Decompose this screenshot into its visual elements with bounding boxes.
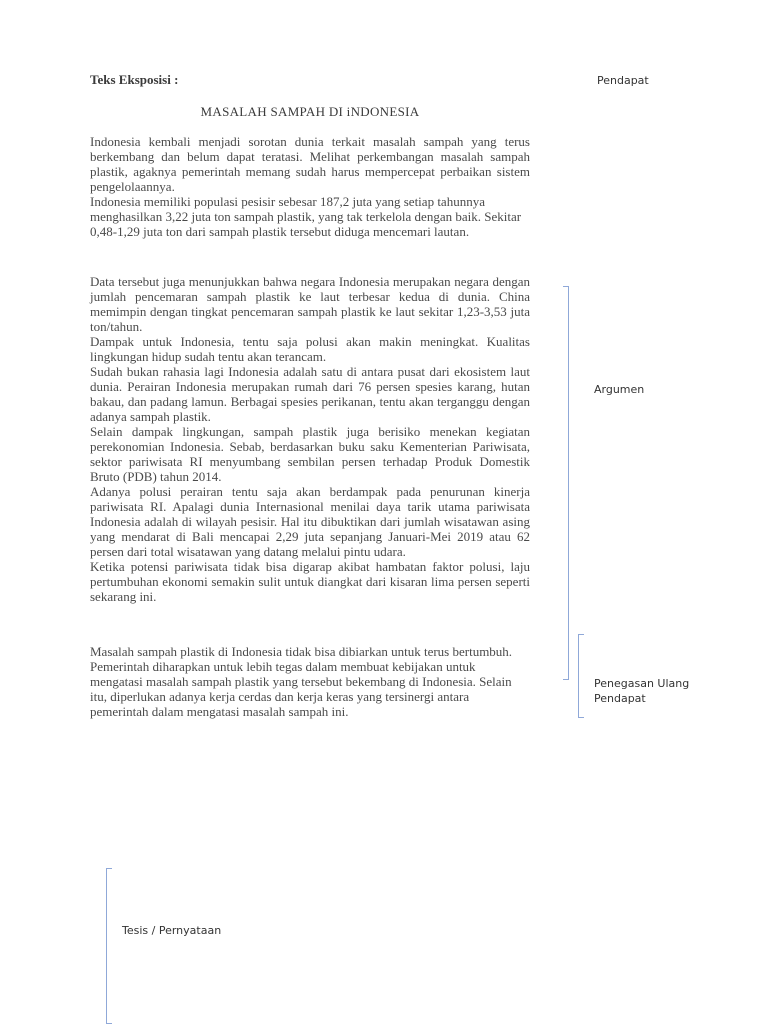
paragraph: Data tersebut juga menunjukkan bahwa negara Indonesia merupakan negara dengan jumlah pencemaran sampah plastik ke laut terbesar kedua di dunia. China memimpin dengan tingkat pencemaran sampah plastik ke laut sekitar 1,23-3,53 juta ton/tahun. — [90, 274, 530, 334]
bracket-argumen — [568, 286, 569, 680]
intro-section — [90, 134, 530, 239]
document-heading: Teks Eksposisi : — [90, 72, 179, 87]
document-title: MASALAH SAMPAH DI iNDONESIA — [200, 104, 420, 119]
paragraph: Sudah bukan rahasia lagi Indonesia adalah satu di antara pusat dari ekosistem laut dunia. Perairan Indonesia merupakan rumah dari 76 persen spesies karang, hutan bakau, dan padang lamun. Berbagai spesies perikanan, tentu akan terganggu dengan adanya sampah plastik. — [90, 364, 530, 424]
paragraph: Selain dampak lingkungan, sampah plastik juga berisiko menekan kegiatan perekonomian Indonesia. Sebab, berdasarkan buku saku Kementerian Pariwisata, sektor pariwisata RI menyumbang sembilan persen terhadap Produk Domestik Bruto (PDB) tahun 2014. — [90, 424, 530, 484]
label-penegasan-line1: Penegasan Ulang — [594, 677, 690, 690]
label-argumen: Argumen — [594, 383, 645, 396]
label-penegasan-ulang — [594, 676, 689, 706]
conclusion-section — [90, 644, 530, 719]
label-pendapat: Pendapat — [597, 74, 649, 87]
label-penegasan-line2: Pendapat — [594, 692, 646, 705]
paragraph: Indonesia memiliki populasi pesisir sebesar 187,2 juta yang setiap tahunnya menghasilkan 3,22 juta ton sampah plastik, yang tak terkelola dengan baik. Sekitar 0,48-1,29 juta ton dari sampah plastik tersebut diduga mencemari lautan. — [90, 194, 522, 239]
paragraph: Masalah sampah plastik di Indonesia tidak bisa dibiarkan untuk terus bertumbuh. Pemerintah diharapkan untuk lebih tegas dalam membuat kebijakan untuk mengatasi masalah sampah plastik yang tersebut bekembang di Indonesia. Selain itu, diperlukan adanya kerja cerdas dan kerja keras yang tersinergi antara pemerintah dalam mengatasi masalah sampah ini. — [90, 644, 513, 719]
argument-section — [90, 274, 530, 604]
paragraph: Dampak untuk Indonesia, tentu saja polusi akan makin meningkat. Kualitas lingkungan hidup sudah tentu akan terancam. — [90, 334, 530, 364]
paragraph: Indonesia kembali menjadi sorotan dunia terkait masalah sampah yang terus berkembang dan belum dapat teratasi. Melihat perkembangan masalah sampah plastik, agaknya pemerintah memang sudah harus mempercepat perbaikan sistem pengelolaannya. — [90, 134, 530, 194]
paragraph: Ketika potensi pariwisata tidak bisa digarap akibat hambatan faktor polusi, laju pertumbuhan ekonomi semakin sulit untuk diangkat dari kisaran lima persen seperti sekarang ini. — [90, 559, 530, 604]
paragraph: Adanya polusi perairan tentu saja akan berdampak pada penurunan kinerja pariwisata RI. Apalagi dunia Internasional menilai daya tarik utama pariwisata Indonesia adalah di wilayah pesisir. Hal itu dibuktikan dari jumlah wisatawan asing yang mendarat di Bali mencapai 2,29 juta sepanjang Januari-Mei 2019 atau 62 persen dari total wisatawan yang datang melalui pintu udara. — [90, 484, 530, 559]
label-tesis: Tesis / Pernyataan — [122, 924, 222, 937]
bracket-penegasan — [578, 634, 579, 718]
bracket-tesis — [106, 868, 107, 1024]
